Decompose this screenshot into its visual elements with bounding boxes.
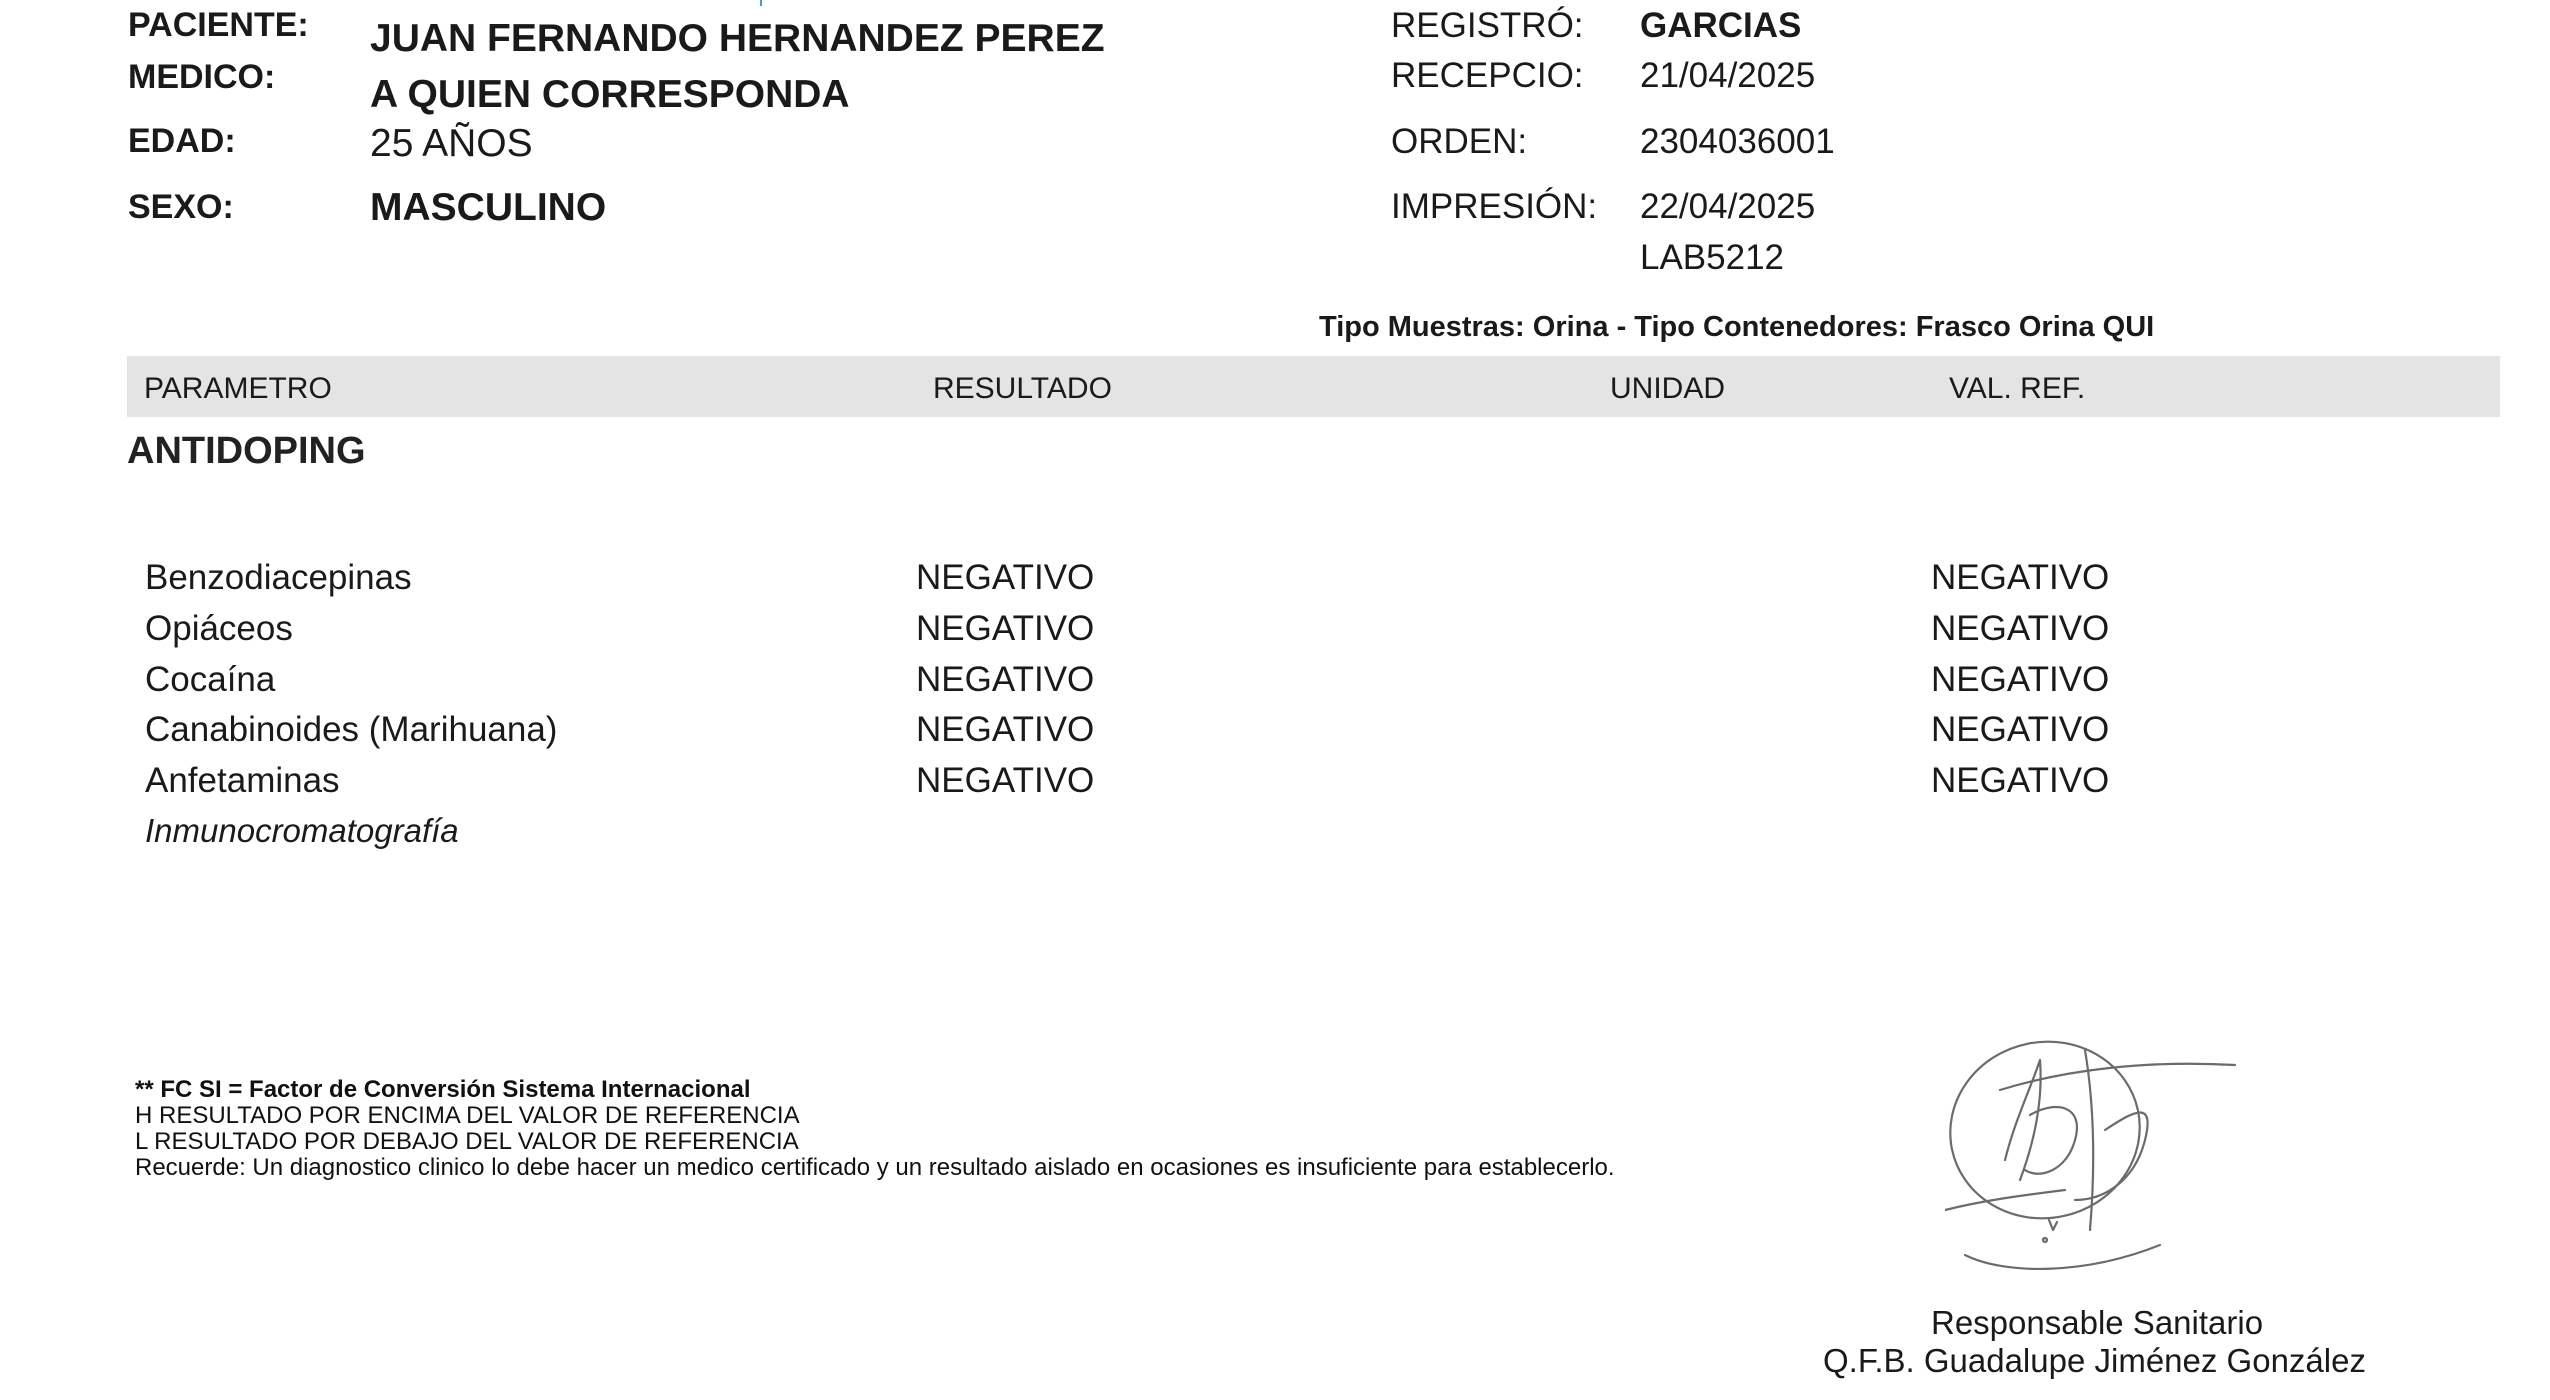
- signature-image: [1945, 1030, 2275, 1280]
- footnote-l: L RESULTADO POR DEBAJO DEL VALOR DE REFERENCIA: [135, 1128, 799, 1155]
- row-ref: NEGATIVO: [1931, 558, 2110, 597]
- edad-label: EDAD:: [128, 122, 236, 160]
- orden-label: ORDEN:: [1391, 122, 1528, 161]
- footnote-disclaimer: Recuerde: Un diagnostico clinico lo debe hacer un medico certificado y un resultado aislado en ocasiones es insuficiente para establecerlo.: [135, 1154, 1615, 1181]
- table-header: [127, 356, 2500, 417]
- method-note: Inmunocromatografía: [145, 812, 459, 849]
- section-title: ANTIDOPING: [127, 430, 366, 472]
- patient-name: JUAN FERNANDO HERNANDEZ PEREZ: [370, 17, 1105, 60]
- impresion-value: 22/04/2025: [1640, 187, 1816, 226]
- top-edge-mark: [760, 0, 762, 6]
- recepcion-value: 21/04/2025: [1640, 56, 1816, 95]
- registro-value: GARCIAS: [1640, 6, 1802, 45]
- impresion-label: IMPRESIÓN:: [1391, 187, 1598, 226]
- row-ref: NEGATIVO: [1931, 710, 2110, 749]
- row-resultado: NEGATIVO: [916, 660, 1095, 699]
- row-resultado: NEGATIVO: [916, 609, 1095, 648]
- lab-code: LAB5212: [1640, 238, 1785, 277]
- recepcion-label: RECEPCIO:: [1391, 56, 1584, 95]
- row-ref: NEGATIVO: [1931, 609, 2110, 648]
- row-parametro: Opiáceos: [145, 609, 293, 648]
- row-parametro: Canabinoides (Marihuana): [145, 710, 558, 749]
- edad-value: 25 AÑOS: [370, 122, 533, 165]
- signature-role: Responsable Sanitario: [1931, 1304, 2264, 1341]
- row-resultado: NEGATIVO: [916, 710, 1095, 749]
- row-ref: NEGATIVO: [1931, 660, 2110, 699]
- row-parametro: Benzodiacepinas: [145, 558, 412, 597]
- sample-type-info: Tipo Muestras: Orina - Tipo Contenedores: Frasco Orina QUI: [1319, 311, 2155, 343]
- footnote-fc-si: ** FC SI = Factor de Conversión Sistema Internacional: [135, 1076, 751, 1103]
- header-parametro: PARAMETRO: [144, 372, 332, 405]
- signature-name: Q.F.B. Guadalupe Jiménez González: [1823, 1342, 2366, 1379]
- medico-label: MEDICO:: [128, 58, 276, 96]
- orden-value: 2304036001: [1640, 122, 1835, 161]
- row-parametro: Anfetaminas: [145, 761, 340, 800]
- registro-label: REGISTRÓ:: [1391, 6, 1584, 45]
- paciente-label: PACIENTE:: [128, 6, 309, 44]
- header-unidad: UNIDAD: [1610, 372, 1726, 405]
- header-resultado: RESULTADO: [933, 372, 1112, 405]
- sexo-value: MASCULINO: [370, 186, 607, 229]
- header-val-ref: VAL. REF.: [1949, 372, 2086, 405]
- row-ref: NEGATIVO: [1931, 761, 2110, 800]
- row-resultado: NEGATIVO: [916, 558, 1095, 597]
- sexo-label: SEXO:: [128, 188, 234, 226]
- medico-value: A QUIEN CORRESPONDA: [370, 73, 850, 116]
- row-resultado: NEGATIVO: [916, 761, 1095, 800]
- footnote-h: H RESULTADO POR ENCIMA DEL VALOR DE REFERENCIA: [135, 1102, 800, 1129]
- row-parametro: Cocaína: [145, 660, 276, 699]
